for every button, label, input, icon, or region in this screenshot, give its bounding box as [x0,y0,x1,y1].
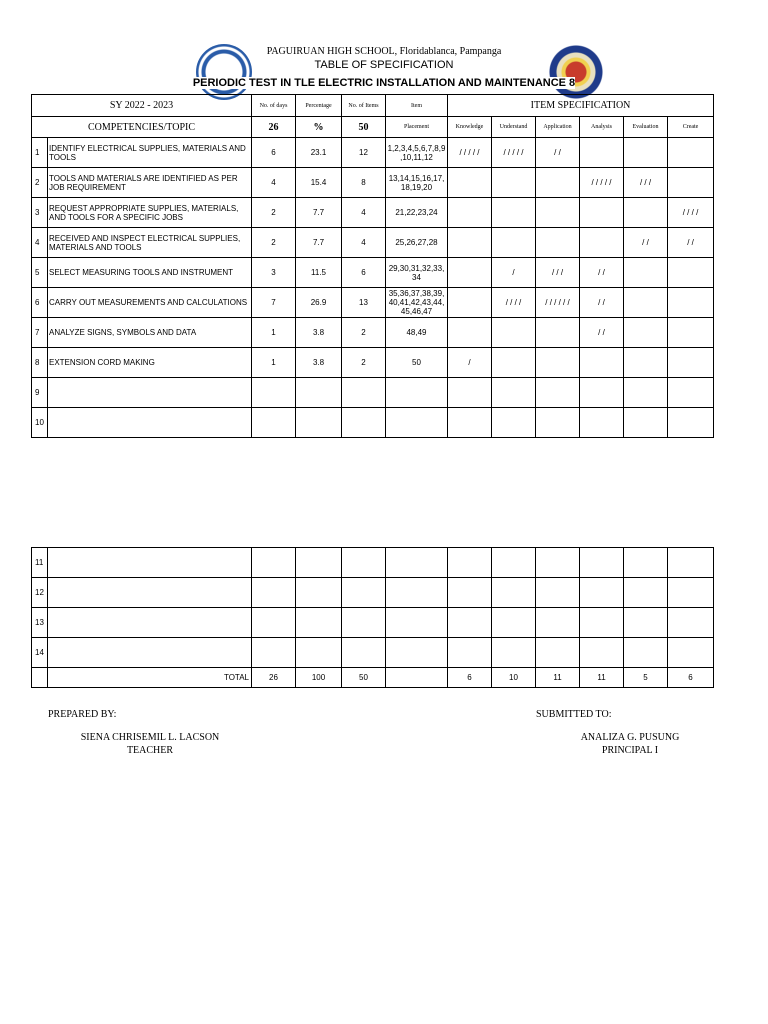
application-cell [536,378,580,408]
tos-table-continued [31,547,714,688]
create-cell [668,578,714,608]
table-row [32,288,714,318]
create-cell [668,318,714,348]
knowledge-cell [448,378,492,408]
competency-topic [48,408,252,438]
knowledge-cell [448,318,492,348]
evaluation-cell [624,638,668,668]
level-analysis-header: Analysis [580,117,624,138]
evaluation-cell [624,608,668,638]
prepared-by-label: PREPARED BY: [48,709,117,720]
competency-topic: EXTENSION CORD MAKING [48,348,252,378]
days-cell: 2 [252,198,296,228]
level-create-header: Create [668,117,714,138]
analysis-cell [580,638,624,668]
understand-cell [492,378,536,408]
row-number: 8 [32,348,48,378]
knowledge-cell [448,548,492,578]
placement-cell [386,578,448,608]
days-cell: 6 [252,138,296,168]
days-cell: 3 [252,258,296,288]
school-seal-icon [548,44,604,100]
percentage-header: Percentage [296,95,342,117]
understand-cell [492,408,536,438]
percentage-cell: 15.4 [296,168,342,198]
row-number: 6 [32,288,48,318]
application-cell [536,578,580,608]
understand-cell [492,318,536,348]
competency-topic: RECEIVED AND INSPECT ELECTRICAL SUPPLIES, MATERIALS AND TOOLS [48,228,252,258]
evaluation-cell [624,258,668,288]
competency-topic [48,378,252,408]
items-cell: 2 [342,348,386,378]
analysis-cell [580,548,624,578]
total-evaluation-cell: 5 [624,668,668,688]
understand-cell [492,608,536,638]
row-number: 2 [32,168,48,198]
items-cell [342,408,386,438]
understand-cell [492,198,536,228]
understand-cell [492,348,536,378]
items-total-header: 50 [342,117,386,138]
evaluation-cell: / / [624,228,668,258]
analysis-cell [580,198,624,228]
knowledge-cell [448,608,492,638]
analysis-cell [580,608,624,638]
application-cell [536,638,580,668]
application-cell: / / / [536,258,580,288]
row-number: 4 [32,228,48,258]
submitter-role: PRINCIPAL I [601,745,659,756]
create-cell: / / / / [668,198,714,228]
submitter-block [560,731,700,757]
percentage-cell [296,408,342,438]
days-cell [252,578,296,608]
total-items-cell: 50 [342,668,386,688]
percentage-cell: 7.7 [296,228,342,258]
items-cell: 13 [342,288,386,318]
items-cell: 12 [342,138,386,168]
understand-cell: / / / / / [492,138,536,168]
school-name: PAGUIRUAN HIGH SCHOOL, Floridablanca, Pampanga [266,46,502,57]
create-cell [668,548,714,578]
application-cell [536,348,580,378]
percent-symbol-header: % [296,117,342,138]
row-number: 5 [32,258,48,288]
percentage-cell: 3.8 [296,348,342,378]
competency-topic: SELECT MEASURING TOOLS AND INSTRUMENT [48,258,252,288]
knowledge-cell: / / / / / [448,138,492,168]
placement-cell: 48,49 [386,318,448,348]
total-percentage-cell: 100 [296,668,342,688]
school-year-cell: SY 2022 - 2023 [32,95,252,117]
placement-cell: 13,14,15,16,17, 18,19,20 [386,168,448,198]
row-number: 1 [32,138,48,168]
row-number: 3 [32,198,48,228]
days-cell [252,638,296,668]
percentage-cell [296,578,342,608]
items-cell [342,638,386,668]
placement-cell [386,548,448,578]
analysis-cell: / / [580,318,624,348]
percentage-cell [296,608,342,638]
evaluation-cell [624,348,668,378]
table-row [32,348,714,378]
percentage-cell [296,548,342,578]
understand-cell [492,548,536,578]
application-cell: / / [536,138,580,168]
analysis-cell [580,578,624,608]
percentage-cell: 7.7 [296,198,342,228]
evaluation-cell [624,578,668,608]
level-application-header: Application [536,117,580,138]
preparer-name: SIENA CHRISEMIL L. LACSON [80,732,220,743]
days-cell: 1 [252,318,296,348]
knowledge-cell [448,228,492,258]
create-cell [668,348,714,378]
table-row [32,638,714,668]
placement-cell: 35,36,37,38,39, 40,41,42,43,44, 45,46,47 [386,288,448,318]
placement-cell: 50 [386,348,448,378]
understand-cell [492,638,536,668]
days-cell: 1 [252,348,296,378]
knowledge-cell [448,168,492,198]
evaluation-cell [624,318,668,348]
application-cell [536,318,580,348]
competency-topic [48,578,252,608]
knowledge-cell [448,578,492,608]
tos-table [31,94,714,438]
test-title-text: PERIODIC TEST IN TLE ELECTRIC INSTALLATION AND MAINTENANCE 8 [192,77,576,89]
table-row [32,318,714,348]
item-specification-header: ITEM SPECIFICATION [448,95,714,117]
days-cell [252,548,296,578]
submitter-name: ANALIZA G. PUSUNG [580,732,680,743]
percentage-cell: 26.9 [296,288,342,318]
create-cell [668,138,714,168]
table-row [32,198,714,228]
application-cell [536,168,580,198]
items-cell: 2 [342,318,386,348]
create-cell [668,608,714,638]
placement-cell [386,608,448,638]
competency-topic: ANALYZE SIGNS, SYMBOLS AND DATA [48,318,252,348]
placement-cell [386,408,448,438]
application-cell [536,548,580,578]
application-cell [536,228,580,258]
analysis-cell [580,348,624,378]
preparer-block [60,731,240,757]
row-number: 7 [32,318,48,348]
items-cell [342,378,386,408]
knowledge-cell [448,638,492,668]
percentage-cell: 3.8 [296,318,342,348]
total-row [32,668,714,688]
competency-topic: CARRY OUT MEASUREMENTS AND CALCULATIONS [48,288,252,318]
analysis-cell: / / [580,288,624,318]
evaluation-cell [624,408,668,438]
knowledge-cell: / [448,348,492,378]
knowledge-cell [448,408,492,438]
competency-topic [48,638,252,668]
percentage-cell [296,378,342,408]
table-row [32,408,714,438]
placement-cell [386,638,448,668]
create-cell [668,408,714,438]
table-row [32,168,714,198]
create-cell [668,378,714,408]
understand-cell [492,168,536,198]
evaluation-cell [624,198,668,228]
application-cell [536,408,580,438]
items-cell: 6 [342,258,386,288]
total-understand-cell: 10 [492,668,536,688]
days-cell [252,608,296,638]
row-number: 11 [32,548,48,578]
row-number: 13 [32,608,48,638]
table-row [32,548,714,578]
table-row [32,608,714,638]
total-days-cell: 26 [252,668,296,688]
total-knowledge-cell: 6 [448,668,492,688]
row-number: 10 [32,408,48,438]
application-cell [536,198,580,228]
days-cell [252,378,296,408]
create-cell: / / [668,228,714,258]
placement-cell: 1,2,3,4,5,6,7,8,9 ,10,11,12 [386,138,448,168]
placement-header: Placement [386,117,448,138]
placement-cell: 29,30,31,32,33, 34 [386,258,448,288]
competency-topic [48,548,252,578]
understand-cell: / [492,258,536,288]
items-cell [342,548,386,578]
application-cell [536,608,580,638]
analysis-cell: / / / / / [580,168,624,198]
table-row [32,138,714,168]
days-cell: 4 [252,168,296,198]
analysis-cell [580,138,624,168]
competency-topic [48,608,252,638]
evaluation-cell [624,288,668,318]
document-title: TABLE OF SPECIFICATION [314,59,454,71]
competency-topic: TOOLS AND MATERIALS ARE IDENTIFIED AS PER JOB REQUIREMENT [48,168,252,198]
percentage-cell: 23.1 [296,138,342,168]
table-row [32,578,714,608]
evaluation-cell [624,378,668,408]
table-row [32,228,714,258]
create-cell [668,258,714,288]
days-cell: 2 [252,228,296,258]
application-cell: / / / / / / [536,288,580,318]
table-row [32,258,714,288]
items-header: No. of Items [342,95,386,117]
total-create-cell: 6 [668,668,714,688]
knowledge-cell [448,258,492,288]
level-understand-header: Understand [492,117,536,138]
deped-seal-icon [196,44,252,100]
analysis-cell: / / [580,258,624,288]
test-title [0,77,768,89]
placement-cell: 21,22,23,24 [386,198,448,228]
items-cell [342,578,386,608]
total-label: TOTAL [48,668,252,688]
total-application-cell: 11 [536,668,580,688]
items-cell: 8 [342,168,386,198]
row-number: 14 [32,638,48,668]
knowledge-cell [448,288,492,318]
level-evaluation-header: Evaluation [624,117,668,138]
competency-topic: REQUEST APPROPRIATE SUPPLIES, MATERIALS, AND TOOLS FOR A SPECIFIC JOBS [48,198,252,228]
create-cell [668,168,714,198]
level-knowledge-header: Knowledge [448,117,492,138]
total-analysis-cell: 11 [580,668,624,688]
create-cell [668,638,714,668]
competency-topic: IDENTIFY ELECTRICAL SUPPLIES, MATERIALS AND TOOLS [48,138,252,168]
row-number: 12 [32,578,48,608]
evaluation-cell: / / / [624,168,668,198]
row-number: 9 [32,378,48,408]
submitted-to-label: SUBMITTED TO: [536,709,612,720]
knowledge-cell [448,198,492,228]
item-header: Item [386,95,448,117]
competencies-header: COMPETENCIES/TOPIC [32,117,252,138]
items-cell: 4 [342,228,386,258]
total-blank-cell [32,668,48,688]
percentage-cell: 11.5 [296,258,342,288]
evaluation-cell [624,548,668,578]
days-cell: 7 [252,288,296,318]
percentage-cell [296,638,342,668]
days-header: No. of days [252,95,296,117]
total-placement-cell [386,668,448,688]
analysis-cell [580,228,624,258]
days-cell [252,408,296,438]
create-cell [668,288,714,318]
table-row [32,378,714,408]
items-cell: 4 [342,198,386,228]
understand-cell: / / / / [492,288,536,318]
understand-cell [492,228,536,258]
analysis-cell [580,378,624,408]
preparer-role: TEACHER [126,745,174,756]
placement-cell [386,378,448,408]
days-total-header: 26 [252,117,296,138]
analysis-cell [580,408,624,438]
understand-cell [492,578,536,608]
items-cell [342,608,386,638]
placement-cell: 25,26,27,28 [386,228,448,258]
evaluation-cell [624,138,668,168]
